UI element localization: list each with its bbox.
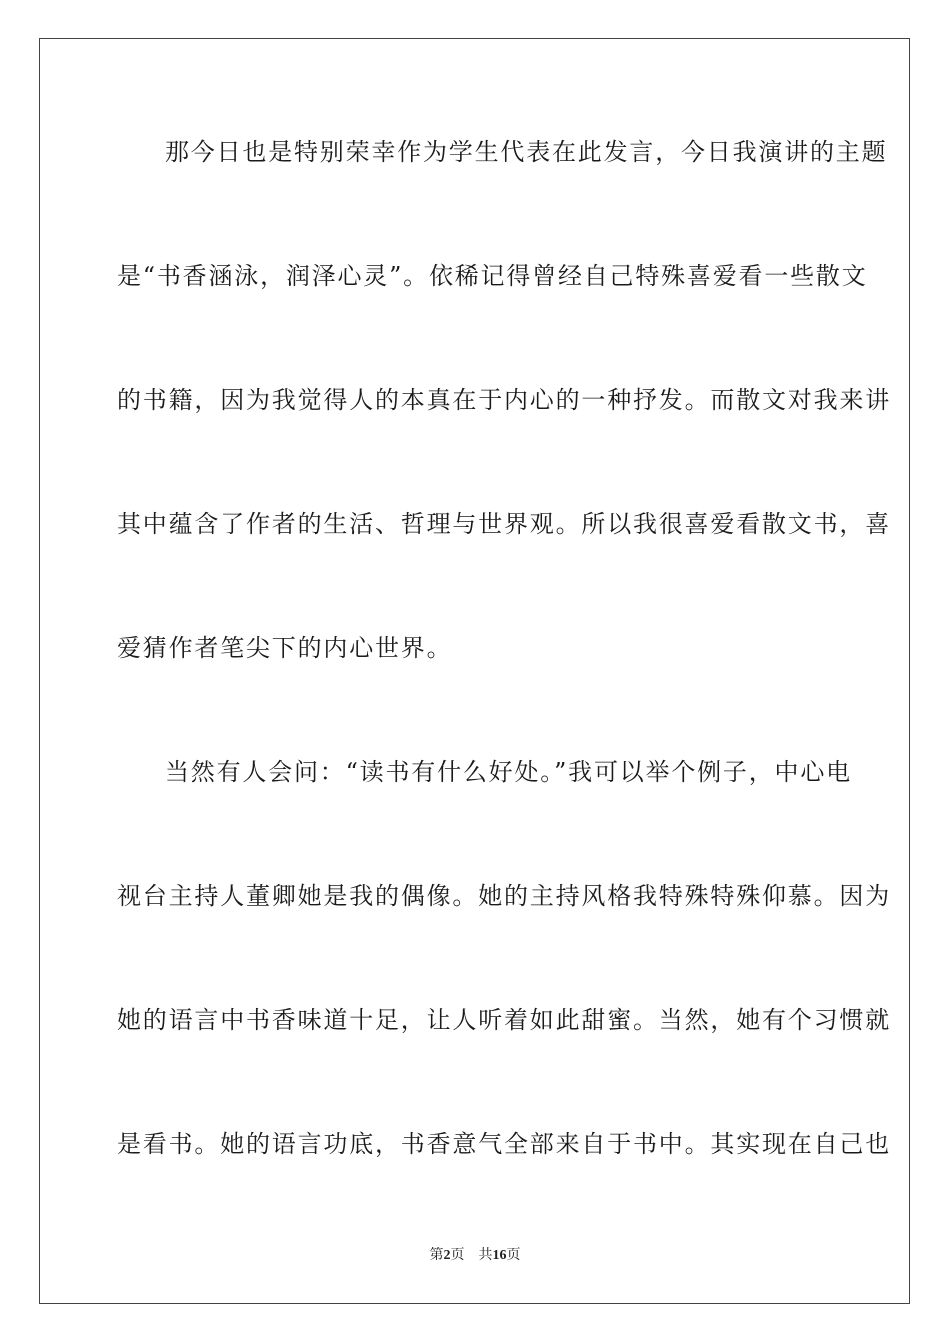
paragraph-2-line-4: 是看书。她的语言功底，书香意气全部来自于书中。其实现在自己也 — [117, 1130, 891, 1158]
footer-total-pages: 16 — [492, 1248, 507, 1263]
paragraph-2-line-3: 她的语言中书香味道十足，让人听着如此甜蜜。当然，她有个习惯就 — [117, 1006, 891, 1034]
footer-page-number: 2 — [443, 1248, 451, 1263]
footer-page-suffix: 页 — [450, 1248, 465, 1263]
footer-total-prefix: 共 — [478, 1248, 493, 1263]
page-footer — [0, 1246, 950, 1266]
paragraph-1-line-5: 爱猜作者笔尖下的内心世界。 — [117, 634, 453, 662]
paragraph-1-line-3: 的书籍，因为我觉得人的本真在于内心的一种抒发。而散文对我来讲 — [117, 386, 891, 414]
footer-total-suffix: 页 — [506, 1248, 521, 1263]
page-border — [39, 38, 910, 1304]
paragraph-1-line-4: 其中蕴含了作者的生活、哲理与世界观。所以我很喜爱看散文书，喜 — [117, 510, 891, 538]
paragraph-2-line-2: 视台主持人董卿她是我的偶像。她的主持风格我特殊特殊仰慕。因为 — [117, 882, 891, 910]
paragraph-1-line-1: 那今日也是特别荣幸作为学生代表在此发言，今日我演讲的主题 — [165, 138, 888, 166]
paragraph-1-line-2: 是“书香涵泳，润泽心灵”。依稀记得曾经自己特殊喜爱看一些散文 — [117, 262, 868, 290]
footer-page-prefix: 第 — [429, 1248, 444, 1263]
paragraph-2-line-1: 当然有人会问：“读书有什么好处。”我可以举个例子，中心电 — [165, 758, 852, 786]
